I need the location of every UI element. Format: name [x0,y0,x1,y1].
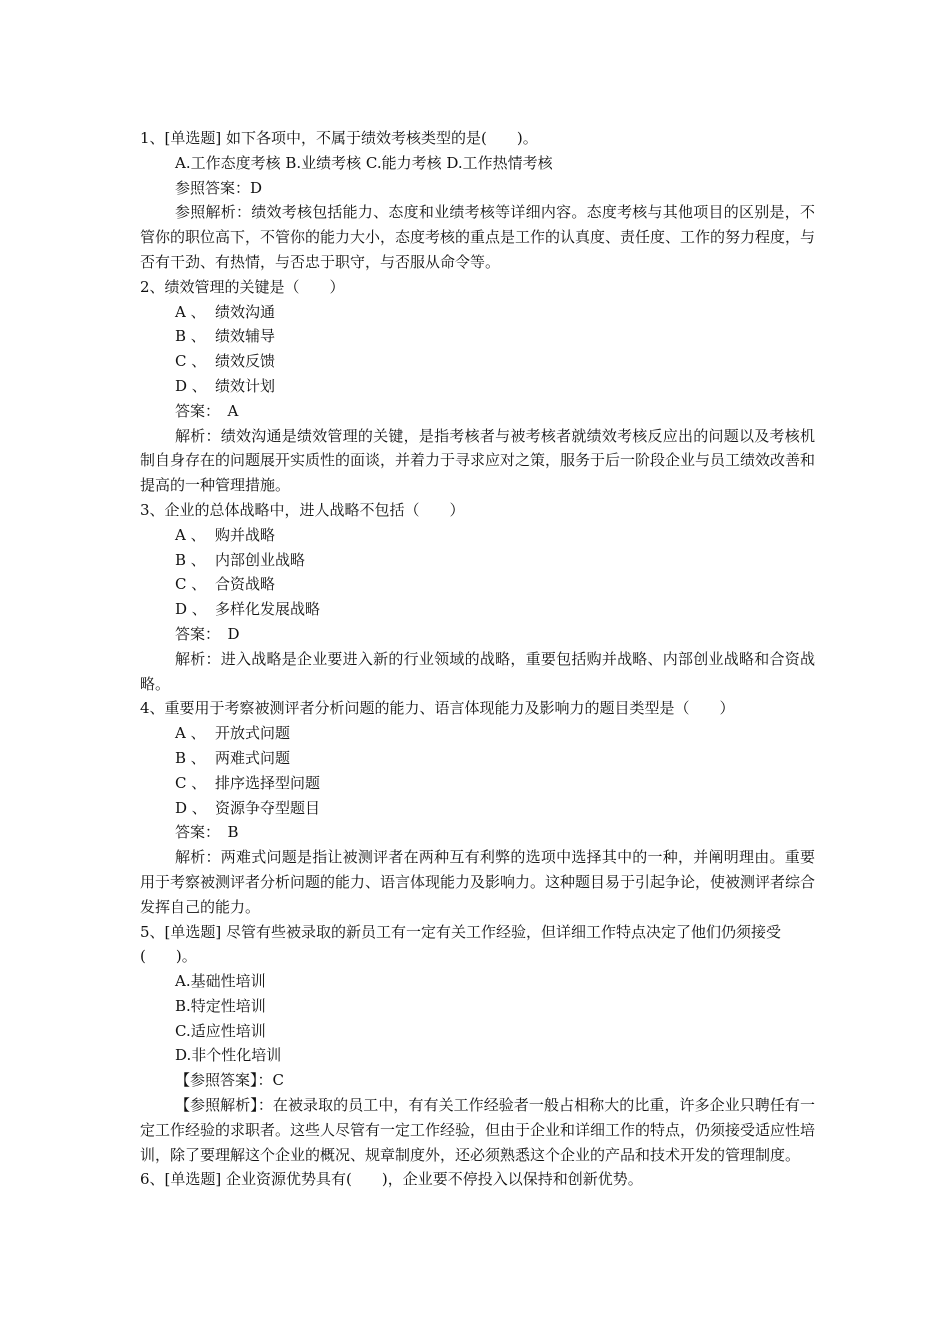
question-4-option-a [140,721,815,746]
option-key: C 、 [175,575,207,594]
question-2-analysis: 解析：绩效沟通是绩效管理的关键，是指考核者与被考核者就绩效考核反应出的问题以及考核机制自身存在的问题展开实质性的面谈，并着力于寻求应对之策，服务于后一阶段企业与员工绩效改善和提高的一种管理措施。 [140,426,816,495]
option-text: 绩效计划 [215,376,276,395]
option-key: A 、 [175,302,206,321]
option-key: C 、 [175,773,207,792]
question-5-option-a: A.基础性培训 [175,972,266,991]
option-key: D 、 [175,798,207,817]
option-text: 绩效辅导 [215,327,276,346]
option-key: A 、 [175,525,206,544]
option-key: C 、 [175,352,207,371]
option-text: 绩效反馈 [215,352,276,371]
option-text: 多样化发展战略 [215,600,321,619]
option-text: 绩效沟通 [215,302,276,321]
answer-value: ：C [257,1071,284,1090]
option-text: 合资战略 [215,575,276,594]
question-6-stem: 6、[单选题] 企业资源优势具有( )，企业要不停投入以保持和创新优势。 [140,1170,643,1189]
question-1-stem: 1、[单选题] 如下各项中，不属于绩效考核类型的是( )。 [140,129,538,147]
question-4-option-b [140,746,815,771]
question-2-option-d [140,374,815,399]
option-text: 内部创业战略 [215,550,306,569]
question-2-option-c [140,349,815,374]
question-3-option-b [140,548,815,573]
question-3-stem: 3、企业的总体战略中，进人战略不包括（ ） [140,500,465,519]
option-text: 开放式问题 [215,724,291,743]
question-5-stem: 5、[单选题] 尽管有些被录取的新员工有一定有关工作经验，但详细工作特点决定了他们仍须接受( )。 [140,922,782,966]
question-1-analysis: 参照解析：绩效考核包括能力、态度和业绩考核等详细内容。态度考核与其他项目的区别是，不管你的职位高下，不管你的能力大小，态度考核的重点是工作的认真度、责任度、工作的努力程度，与否有干劲、有热情，与否忠于职守，与否服从命令等。 [140,203,816,271]
question-2-stem: 2、绩效管理的关键是（ ） [140,277,345,296]
question-4-option-d [140,796,815,821]
question-5-answer [140,1068,815,1093]
question-4-stem: 4、重要用于考察被测评者分析问题的能力、语言体现能力及影响力的题目类型是（ ） [140,699,735,718]
analysis-label: 【参照解析】 [175,1096,258,1115]
question-4-answer: 答案： B [175,823,239,842]
option-key: B 、 [175,748,206,767]
document-page [140,126,815,1192]
option-key: B 、 [175,550,206,569]
question-2-option-b [140,324,815,349]
question-5-option-b: B.特定性培训 [175,996,266,1015]
option-key: D 、 [175,600,207,619]
question-5-option-d: D.非个性化培训 [175,1046,282,1065]
answer-label: 【参照答案】 [175,1071,258,1090]
option-text: 排序选择型问题 [215,773,321,792]
option-key: B 、 [175,327,206,346]
option-text: 两难式问题 [215,748,291,767]
option-text: 资源争夺型题目 [215,798,321,817]
option-key: D 、 [175,376,207,395]
question-5-analysis [140,1093,815,1167]
question-2-answer: 答案： A [175,401,239,420]
option-key: A 、 [175,724,206,743]
option-text: 购并战略 [215,525,276,544]
analysis-text: ：在被录取的员工中，有有关工作经验者一般占相称大的比重，许多企业只聘任有一定工作经验的求职者。这些人尽管有一定工作经验，但由于企业和详细工作的特点，仍须接受适应性培训，除了要理解这个企业的概况、规章制度外，还必须熟悉这个企业的产品和技术开发的管理制度。 [140,1096,816,1164]
question-5-option-c: C.适应性培训 [175,1021,266,1040]
question-2-option-a [140,300,815,325]
question-3-option-d [140,597,815,622]
question-3-option-a [140,523,815,548]
question-3-option-c [140,572,815,597]
question-3-answer: 答案： D [175,624,240,643]
question-3-analysis: 解析：进入战略是企业要进入新的行业领域的战略，重要包括购并战略、内部创业战略和合资战略。 [140,649,815,693]
question-4-option-c [140,771,815,796]
question-1-answer: 参照答案：D [175,178,263,197]
question-1-options: A.工作态度考核 B.业绩考核 C.能力考核 D.工作热情考核 [175,153,553,172]
question-4-analysis: 解析：两难式问题是指让被测评者在两种互有利弊的选项中选择其中的一种，并阐明理由。重要用于考察被测评者分析问题的能力、语言体现能力及影响力。这种题目易于引起争论，使被测评者综合发挥自己的能力。 [140,848,816,916]
